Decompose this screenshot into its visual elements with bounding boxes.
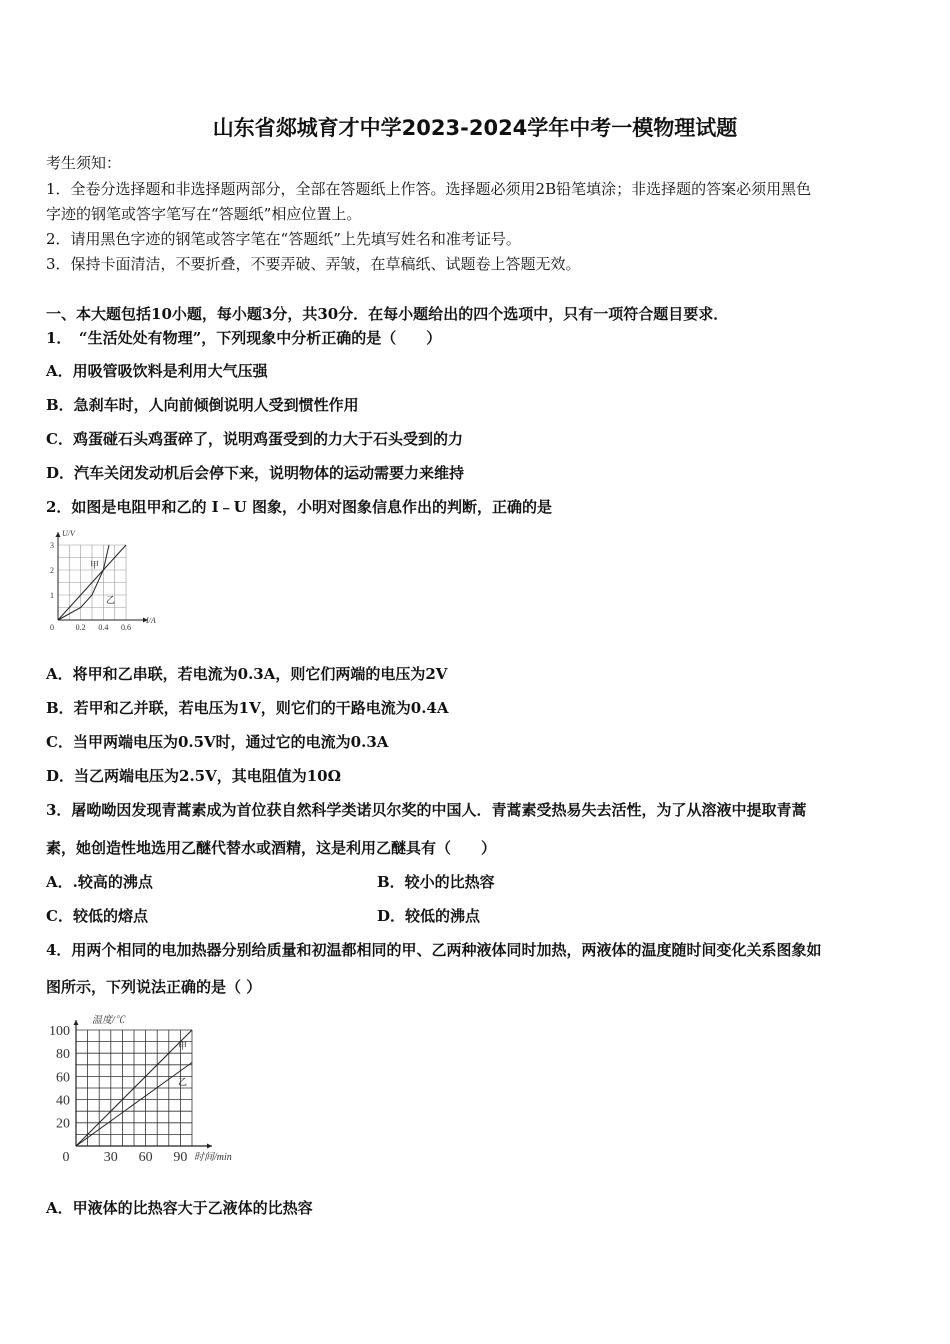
series-label: 乙: [106, 595, 116, 605]
x-tick-label: 60: [138, 1150, 153, 1165]
y-tick-label: 3: [50, 540, 54, 550]
page-title: 山东省郯城育才中学2023-2024学年中考一模物理试题: [212, 116, 738, 140]
iu-graph: [44, 524, 169, 632]
notice-item: 3．保持卡面清洁，不要折叠，不要弄破、弄皱，在草稿纸、试题卷上答题无效。: [46, 255, 581, 273]
q1-option-c: C．鸡蛋碰石头鸡蛋碎了，说明鸡蛋受到的力大于石头受到的力: [46, 430, 463, 448]
q1-stem: 1． “生活处处有物理”，下列现象中分析正确的是（ ）: [46, 329, 442, 347]
q2-option-a: A．将甲和乙串联，若电流为0.3A，则它们两端的电压为2V: [46, 665, 448, 683]
series-label: 甲: [178, 1041, 188, 1051]
section-heading: 一、本大题包括10小题，每小题3分，共30分．在每小题给出的四个选项中，只有一项符合题目要求．: [46, 305, 729, 323]
y-tick-label: 2: [50, 565, 54, 575]
x-tick-label: 90: [173, 1150, 188, 1165]
q2-option-d: D．当乙两端电压为2.5V，其电阻值为10Ω: [46, 767, 341, 785]
q1-option-a: A．用吸管吸饮料是利用大气压强: [46, 362, 268, 380]
q3-stem-line1: 3．屠呦呦因发现青蒿素成为首位获自然科学类诺贝尔奖的中国人．青蒿素受热易失去活性，为了从溶液中提取青蒿: [46, 801, 807, 819]
q1-option-b: B．急刹车时，人向前倾倒说明人受到惯性作用: [46, 396, 359, 414]
q4-stem-line2: 图所示，下列说法正确的是（ ）: [46, 978, 262, 996]
q2-option-c: C．当甲两端电压为0.5V时，通过它的电流为0.3A: [46, 733, 389, 751]
notice-item: 2．请用黑色字迹的钢笔或答字笔在“答题纸”上先填写姓名和准考证号。: [46, 230, 521, 248]
notice-item: 字迹的钢笔或答字笔写在“答题纸”相应位置上。: [46, 205, 362, 223]
q2-stem: 2．如图是电阻甲和乙的 I﹣U 图象，小明对图象信息作出的判断，正确的是: [46, 498, 552, 516]
x-tick-label: 0: [62, 1150, 70, 1165]
x-axis-label: I/A: [146, 616, 156, 625]
notice-heading: 考生须知：: [46, 154, 122, 172]
x-tick-label: 0.4: [98, 623, 109, 632]
q2-option-b: B．若甲和乙并联，若电压为1V，则它们的干路电流为0.4A: [46, 699, 449, 717]
series-label: 甲: [90, 560, 100, 570]
y-tick-label: 20: [56, 1116, 70, 1132]
q4-option-a: A．甲液体的比热容大于乙液体的比热容: [46, 1199, 313, 1217]
y-axis-arrow: [74, 1020, 79, 1025]
y-axis-label: 温度/℃: [92, 1015, 125, 1026]
x-axis-arrow: [207, 1144, 212, 1149]
y-tick-label: 100: [49, 1023, 70, 1039]
x-axis-label: 时间/min: [194, 1152, 232, 1163]
notice-item: 1．全卷分选择题和非选择题两部分，全部在答题纸上作答。选择题必须用2B铅笔填涂；非选择题的答案必须用黑色: [46, 180, 812, 198]
x-tick-label: 0.2: [75, 623, 86, 632]
x-tick-label: 0: [50, 623, 54, 632]
series-label: 乙: [178, 1077, 188, 1087]
q1-option-d: D．汽车关闭发动机后会停下来，说明物体的运动需要力来维持: [46, 464, 465, 482]
q4-stem-line1: 4．用两个相同的电加热器分别给质量和初温都相同的甲、乙两种液体同时加热，两液体的温度随时间变化关系图象如: [46, 941, 822, 959]
q3-stem-line2: 素，她创造性地选用乙醚代替水或酒精，这是利用乙醚具有（ ）: [46, 839, 497, 857]
y-tick-label: 1: [50, 590, 54, 600]
q3-option-d: D．较低的沸点: [377, 907, 481, 925]
q3-option-b: B．较小的比热容: [377, 873, 495, 891]
y-tick-label: 40: [56, 1093, 70, 1109]
q3-option-c: C．较低的熔点: [46, 907, 148, 925]
iu-graph-labels: [50, 529, 156, 632]
y-axis-arrow: [56, 532, 61, 537]
y-tick-label: 60: [56, 1070, 70, 1086]
y-tick-label: 80: [56, 1047, 70, 1063]
q3-option-a: A．.较高的沸点: [46, 873, 153, 891]
x-tick-label: 0.6: [121, 623, 131, 632]
temperature-graph: [44, 1010, 249, 1168]
temperature-graph-axes: [74, 1020, 213, 1149]
y-axis-label: U/V: [62, 529, 75, 538]
x-tick-label: 30: [103, 1150, 118, 1165]
